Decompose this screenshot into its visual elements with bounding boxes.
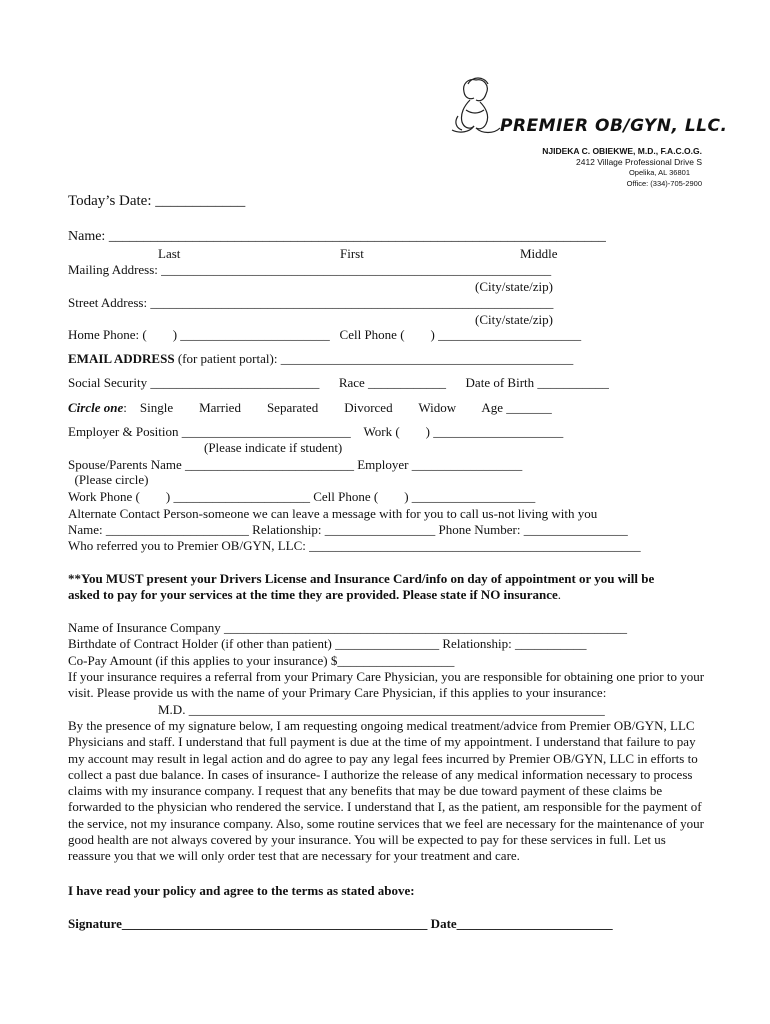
contract-holder-field[interactable]: Birthdate of Contract Holder (if other than patient) ________________ Relationship: ___________ <box>68 636 587 651</box>
id-notice-line1: **You MUST present your Drivers License and Insurance Card/info on day of appointment or you will be <box>68 571 655 586</box>
practice-name: PREMIER OB/GYN, LLC. <box>500 116 728 136</box>
name-label-middle: Middle <box>520 246 558 261</box>
id-notice-period: . <box>557 587 561 602</box>
city-state-zip-label-2: (City/state/zip) <box>475 312 553 327</box>
signature-field[interactable]: Signature_______________________________________________ Date________________________ <box>68 916 613 931</box>
agree-statement: I have read your policy and agree to the terms as stated above: <box>68 883 415 898</box>
work-phone-field[interactable]: Work Phone ( ) _____________________ Cell Phone ( ) ___________________ <box>68 489 536 504</box>
referred-by-field[interactable]: Who referred you to Premier OB/GYN, LLC: ___________________________________________________ <box>68 538 641 553</box>
spouse-parents-field[interactable]: Spouse/Parents Name __________________________ Employer _________________ <box>68 457 523 472</box>
employer-field[interactable]: Employer & Position __________________________ Work ( ) ____________________ <box>68 424 564 439</box>
insurance-company-field[interactable]: Name of Insurance Company ______________________________________________________________ <box>68 620 627 635</box>
referral-paragraph: If your insurance requires a referral from your Primary Care Physician, you are responsible for obtaining one prior to your visit. Please provide us with the name of your Primary Care Physician, if this applies to your insurance: <box>68 669 705 701</box>
city-state-zip-label: (City/state/zip) <box>475 279 553 294</box>
todays-date-field[interactable]: Today’s Date: ____________ <box>68 193 246 209</box>
id-notice-line2 <box>68 587 561 603</box>
office-phone: Office: (334)-705-2900 <box>626 179 702 188</box>
marital-status-row[interactable] <box>68 400 552 416</box>
marital-options: : Single Married Separated Divorced Widow Age _______ <box>123 400 552 415</box>
alternate-contact-field[interactable]: Name: ______________________ Relationship: _________________ Phone Number: ________________ <box>68 522 628 537</box>
id-notice-text: asked to pay for your services at the time they are provided. Please state if NO insurance <box>68 587 558 602</box>
name-label-first: First <box>340 246 364 261</box>
name-field[interactable]: Name: _______________________________________________________________________ <box>68 229 606 244</box>
alternate-contact-label: Alternate Contact Person-someone we can leave a message with for you to call us-not living with you <box>68 506 598 521</box>
mailing-address-field[interactable]: Mailing Address: ____________________________________________________________ <box>68 262 552 277</box>
physician-name: NJIDEKA C. OBIEKWE, M.D., F.A.C.O.G. <box>542 146 702 156</box>
email-line: (for patient portal): _____________________________________________ <box>174 351 574 366</box>
address-line1: 2412 Village Professional Drive S <box>576 157 702 167</box>
name-label-last: Last <box>158 246 181 261</box>
policy-paragraph: By the presence of my signature below, I am requesting ongoing medical treatment/advice from Premier OB/GYN, LLC Physicians and staff. I understand that full payment is due at the time of my appointment. I understand that failure to pay my account may result in legal action and do agree to pay any legal fees incurred by Premier OB/GYN, LLC in efforts to collect a past due balance. In cases of insurance- I authorize the release of any medical information necessary to process claims with my insurance company. I request that any benefits that may be due toward payment of these claims be forwarded to the physician who rendered the service. I understand that I, as the patient, am responsible for the payment of the service, not my insurance company. Also, some routine services that we feel are necessary for the maintenance of your good health are not always covered by your insurance. You will be expected to pay for these services in full. Let us reassure you that we will only order test that are necessary for your treatment and care. <box>68 718 704 864</box>
primary-physician-field[interactable]: M.D. ________________________________________________________________ <box>158 702 605 717</box>
please-circle-note: (Please circle) <box>68 472 149 487</box>
email-label: EMAIL ADDRESS <box>68 351 175 366</box>
address-line2: Opelika, AL 36801 <box>628 168 690 177</box>
logo-figure-icon <box>446 72 506 138</box>
email-field[interactable] <box>68 351 573 367</box>
circle-one-label: Circle one <box>68 400 124 415</box>
student-note: (Please indicate if student) <box>204 440 343 455</box>
street-address-field[interactable]: Street Address: ______________________________________________________________ <box>68 295 554 310</box>
social-security-field[interactable]: Social Security __________________________ Race ____________ Date of Birth ___________ <box>68 375 609 390</box>
home-phone-field[interactable]: Home Phone: ( ) _______________________ Cell Phone ( ) ______________________ <box>68 327 582 342</box>
copay-field[interactable]: Co-Pay Amount (if this applies to your insurance) $__________________ <box>68 653 455 668</box>
